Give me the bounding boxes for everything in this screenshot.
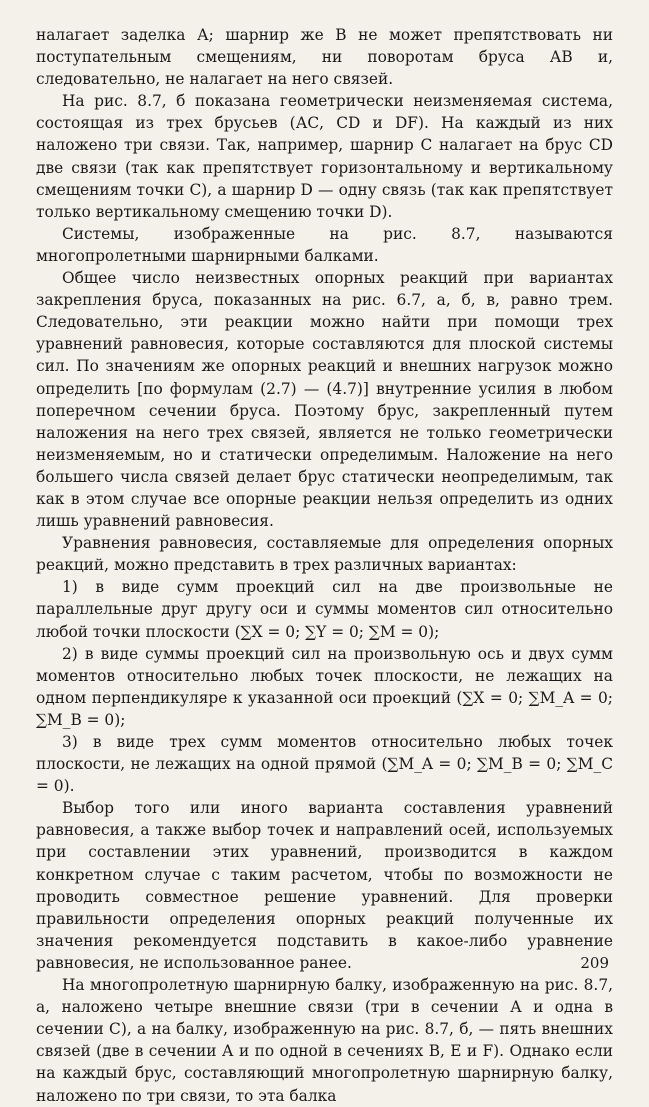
page-body-text — [36, 24, 613, 1107]
paragraph-2: На рис. 8.7, б показана геометрически неизменяемая система, состоящая из трех брусьев (АС, CD и DF). На каждый из них наложено три связи. Так, например, шарнир С налагает на брус CD две связи (так как препятствует горизонтальному и вертикальному смещениям точки С), а шарнир D — одну связь (так как препятствует только вертикальному смещению точки D). — [36, 92, 613, 221]
page-number: 209 — [580, 954, 609, 972]
paragraph-7: На многопролетную шарнирную балку, изображенную на рис. 8.7, а, наложено четыре внешние связи (три в сечении А и одна в сечении С), а на балку, изображенную на рис. 8.7, б, — пять внешних связей (две в сечении А и по одной в сечениях В, Е и F). Однако если на каждый брус, составляющий многопролетную шарнирную балку, наложено по три связи, то эта балка — [36, 976, 613, 1105]
list-item-3: 3) в виде трех сумм моментов относительно любых точек плоскости, не лежащих на одной прямой (∑M_A = 0; ∑M_B = 0; ∑M_C = 0). — [36, 733, 613, 796]
paragraph-4: Общее число неизвестных опорных реакций при вариантах закрепления бруса, показанных на рис. 6.7, а, б, в, равно трем. Следовательно, эти реакции можно найти при помощи трех уравнений равновесия, которые составляются для плоской системы сил. По значениям же опорных реакций и внешних нагрузок можно определить [по формулам (2.7) — (4.7)] внутренние усилия в любом поперечном сечении бруса. Поэтому брус, закрепленный путем наложения на него трех связей, является не только геометрически неизменяемым, но и статически определимым. Наложение на него большего числа связей делает брус статически неопределимым, так как в этом случае все опорные реакции нельзя определить из одних лишь уравнений равновесия. — [36, 269, 613, 531]
paragraph-6: Выбор того или иного варианта составления уравнений равновесия, а также выбор точек и направлений осей, используемых при составлении этих уравнений, производится в каждом конкретном случае с таким расчетом, чтобы по возможности не проводить совместное решение уравнений. Для проверки правильности определения опорных реакций полученные их значения рекомендуется подставить в какое-либо уравнение равновесия, не использованное ранее. — [36, 799, 613, 972]
list-item-2: 2) в виде суммы проекций сил на произвольную ось и двух сумм моментов относительно любых точек плоскости, не лежащих на одном перпендикуляре к указанной оси проекций (∑X = 0; ∑M_A = 0; ∑M_B = 0); — [36, 644, 613, 729]
paragraph-1: налагает заделка А; шарнир же В не может препятствовать ни поступательным смещениям, ни поворотам бруса АВ и, следовательно, не налагает на него связей. — [36, 26, 613, 89]
list-item-1: 1) в виде сумм проекций сил на две произвольные не параллельные друг другу оси и суммы моментов сил относительно любой точки плоскости (∑X = 0; ∑Y = 0; ∑M = 0); — [36, 578, 613, 641]
paragraph-5: Уравнения равновесия, составляемые для определения опорных реакций, можно представить в трех различных вариантах: — [36, 534, 613, 575]
paragraph-3: Системы, изображенные на рис. 8.7, называются многопролетными шарнирными балками. — [36, 224, 613, 265]
